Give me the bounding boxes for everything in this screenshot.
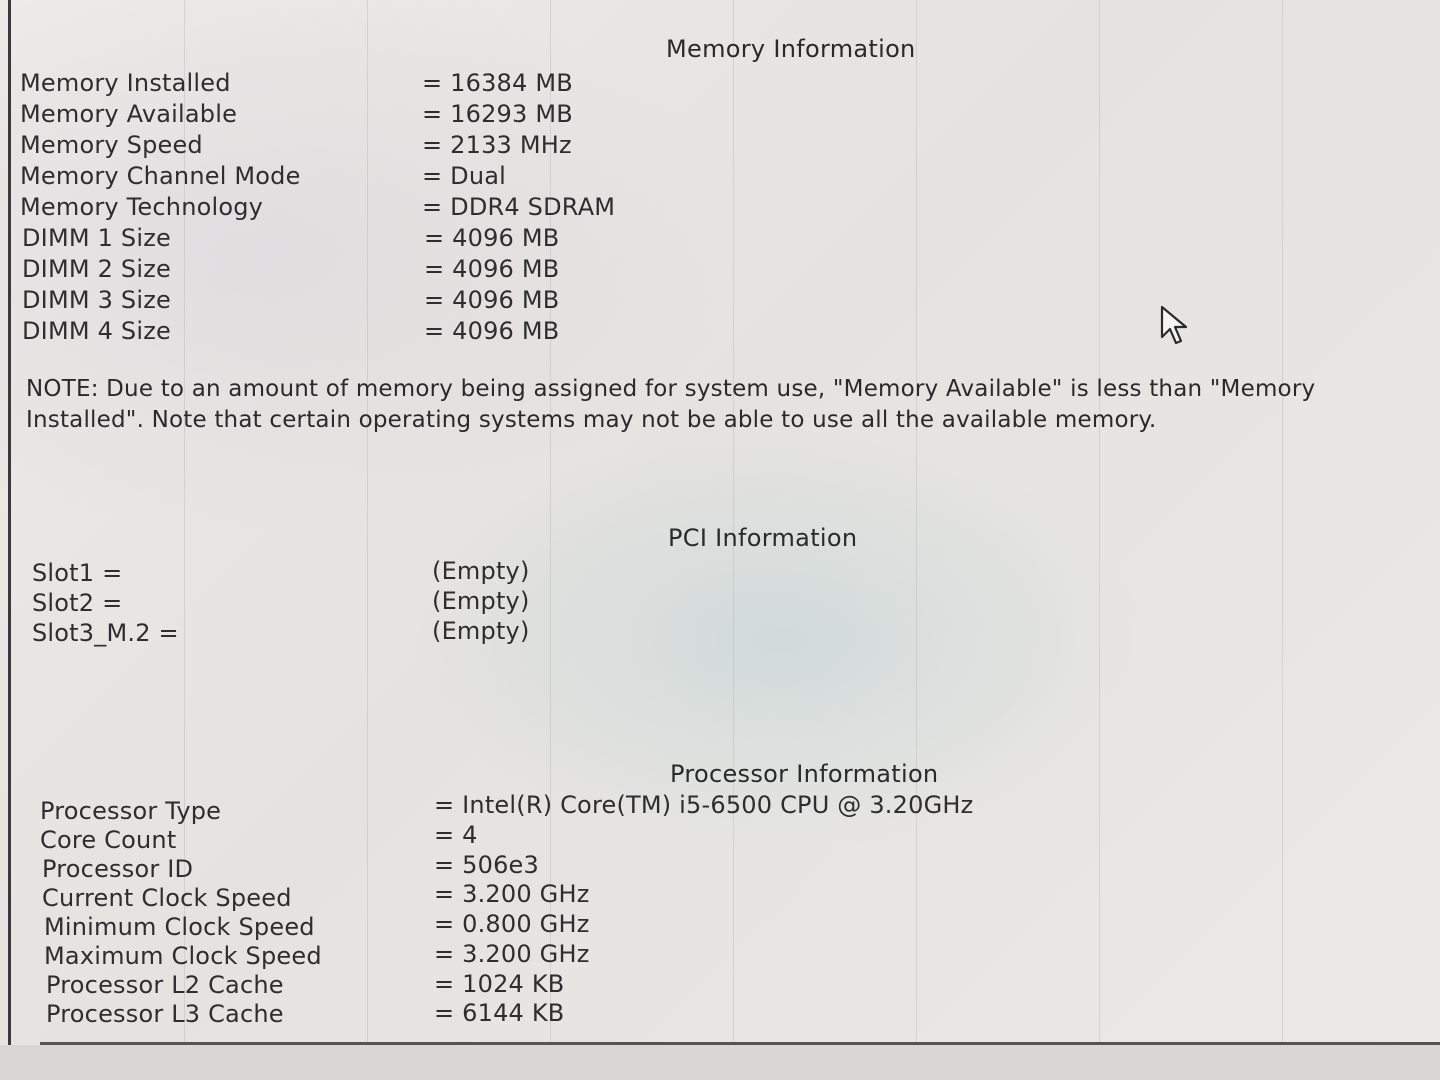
memory-section-title: Memory Information [666, 35, 916, 63]
memory-row-value: = 2133 MHz [422, 131, 572, 159]
processor-row-label: Processor ID [42, 855, 194, 883]
processor-row-label: Processor Type [40, 797, 222, 825]
processor-row-value: = 4 [434, 821, 478, 849]
pci-slot-value: (Empty) [432, 617, 530, 645]
processor-row-value: = 3.200 GHz [434, 880, 590, 908]
memory-row-label: Memory Installed [20, 69, 231, 97]
memory-row-label: DIMM 3 Size [22, 286, 171, 314]
pci-slot-label: Slot2 = [32, 589, 123, 617]
pci-section-title: PCI Information [668, 524, 858, 552]
processor-row-label: Minimum Clock Speed [44, 913, 315, 941]
processor-row-value: = 6144 KB [434, 999, 565, 1027]
memory-row-value: = Dual [422, 162, 507, 190]
memory-row-value: = 4096 MB [424, 255, 560, 283]
mouse-pointer-icon [1160, 305, 1196, 347]
memory-row-value: = 4096 MB [424, 286, 560, 314]
processor-section-title: Processor Information [670, 760, 939, 788]
grid-line [367, 0, 368, 1080]
processor-row-label: Maximum Clock Speed [44, 942, 322, 970]
processor-row-label: Processor L3 Cache [46, 1000, 284, 1028]
panel-left-border [8, 0, 11, 1080]
memory-row-label: DIMM 2 Size [22, 255, 171, 283]
pci-slot-label: Slot3_M.2 = [32, 619, 179, 647]
processor-row-label: Processor L2 Cache [46, 971, 284, 999]
memory-row-label: Memory Channel Mode [20, 162, 301, 190]
processor-row-value: = 1024 KB [434, 970, 565, 998]
grid-line [1282, 0, 1283, 1080]
grid-line [916, 0, 917, 1080]
memory-row-value: = 4096 MB [424, 317, 560, 345]
memory-row-value: = 4096 MB [424, 224, 560, 252]
pci-slot-value: (Empty) [432, 587, 530, 615]
bottom-strip [0, 1045, 1440, 1080]
memory-row-value: = DDR4 SDRAM [422, 193, 616, 221]
processor-row-label: Current Clock Speed [42, 884, 292, 912]
pci-slot-label: Slot1 = [32, 559, 123, 587]
processor-row-value: = 0.800 GHz [434, 910, 590, 938]
processor-row-value: = Intel(R) Core(TM) i5-6500 CPU @ 3.20GHz [434, 791, 974, 819]
memory-row-label: DIMM 4 Size [22, 317, 171, 345]
memory-row-label: Memory Speed [20, 131, 203, 159]
processor-row-label: Core Count [40, 826, 177, 854]
grid-line [1099, 0, 1100, 1080]
memory-row-label: Memory Technology [20, 193, 264, 221]
memory-row-label: Memory Available [20, 100, 238, 128]
pci-slot-value: (Empty) [432, 557, 530, 585]
memory-row-value: = 16293 MB [422, 100, 573, 128]
processor-row-value: = 3.200 GHz [434, 940, 590, 968]
memory-row-value: = 16384 MB [422, 69, 573, 97]
memory-row-label: DIMM 1 Size [22, 224, 171, 252]
processor-row-value: = 506e3 [434, 851, 539, 879]
memory-note: NOTE: Due to an amount of memory being assigned for system use, "Memory Available" is less than "Memory Installed". Note that certain operating systems may not be able to use all the available memory. [26, 376, 1316, 433]
